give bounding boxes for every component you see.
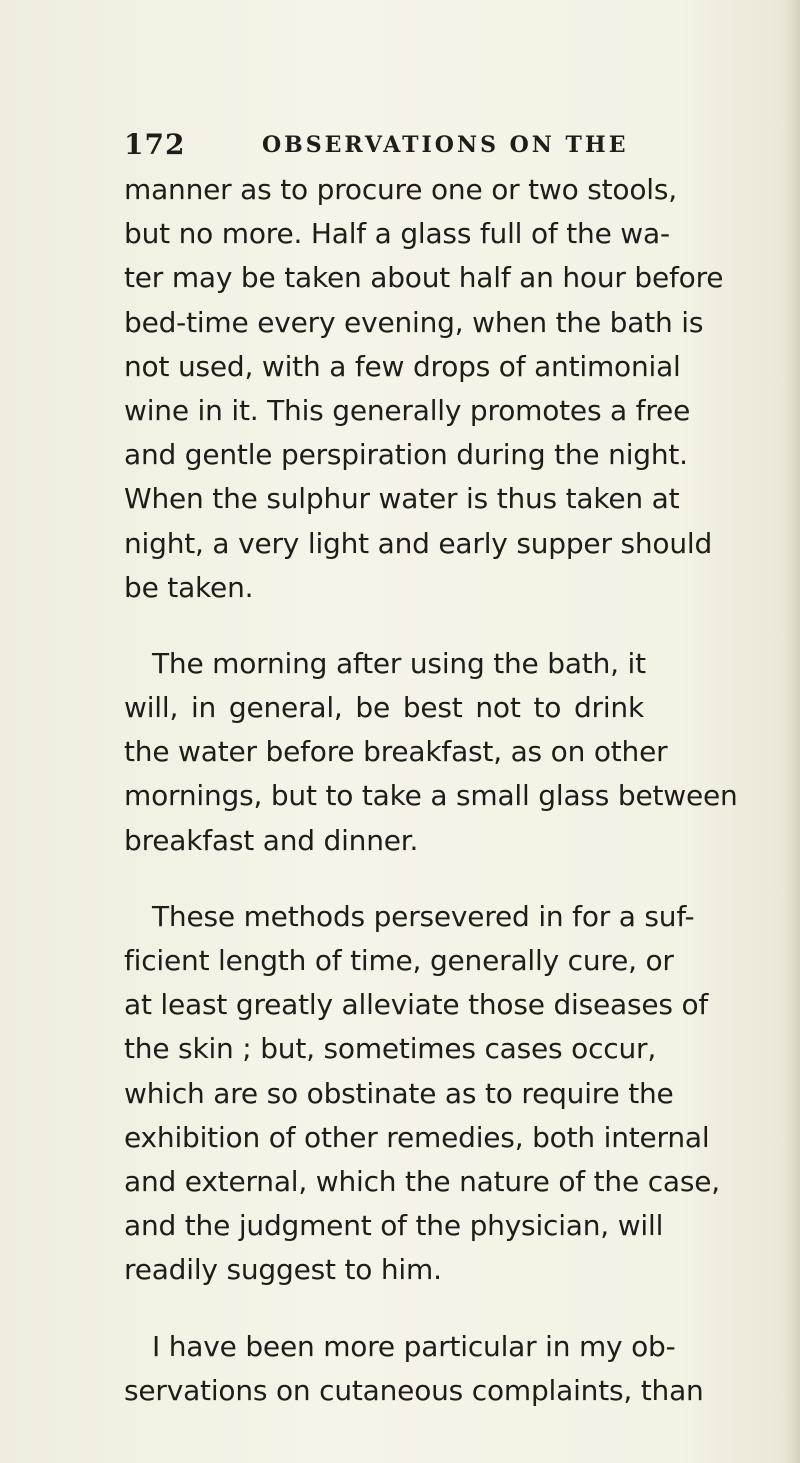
paragraph-2 [124, 642, 738, 863]
text-line: readily suggest to him. [124, 1253, 442, 1287]
paragraph-gap [124, 863, 644, 895]
text-line: ter may be taken about half an hour before [124, 261, 724, 295]
text-line: breakfast and dinner. [124, 823, 419, 857]
text-line: The morning after using the bath, it [152, 646, 646, 680]
text-line: bed-time every evening, when the bath is [124, 305, 704, 339]
text-line: night, a very light and early supper should [124, 526, 713, 560]
text-line: not used, with a few drops of antimonial [124, 349, 681, 383]
text-line: the water before breakfast, as on other [124, 735, 668, 769]
page-header [124, 128, 644, 168]
text-line: mornings, but to take a small glass between [124, 779, 738, 813]
text-line: I have been more particular in my ob- [152, 1329, 676, 1363]
text-line: but no more. Half a glass full of the wa- [124, 217, 670, 251]
text-line: the skin ; but, sometimes cases occur, [124, 1032, 657, 1066]
paragraph-4 [124, 1325, 704, 1413]
text-line: When the sulphur water is thus taken at [124, 482, 680, 516]
page-edge-shadow [786, 0, 800, 1463]
page-number: 172 [124, 128, 186, 161]
body-text [124, 168, 738, 1413]
text-line: and gentle perspiration during the night. [124, 438, 688, 472]
paragraph-1 [124, 168, 724, 610]
text-line: manner as to procure one or two stools, [124, 173, 677, 206]
text-line: and external, which the nature of the case, [124, 1164, 720, 1198]
paragraph-gap [124, 1293, 644, 1325]
text-line: ficient length of time, generally cure, or [124, 944, 674, 977]
text-line: will, in general, be best not to drink [124, 691, 644, 725]
text-line: These methods persevered in for a suf- [152, 899, 695, 933]
text-line: wine in it. This generally promotes a free [124, 393, 691, 427]
text-line: exhibition of other remedies, both internal [124, 1120, 710, 1154]
paragraph-3 [124, 895, 720, 1293]
text-line: at least greatly alleviate those diseases of [124, 988, 709, 1022]
running-head: OBSERVATIONS ON THE [262, 132, 629, 158]
text-line: and the judgment of the physician, will [124, 1209, 664, 1243]
text-line: be taken. [124, 570, 254, 604]
text-line: servations on cutaneous complaints, than [124, 1373, 704, 1407]
paragraph-gap [124, 610, 644, 642]
text-line: which are so obstinate as to require the [124, 1076, 674, 1110]
